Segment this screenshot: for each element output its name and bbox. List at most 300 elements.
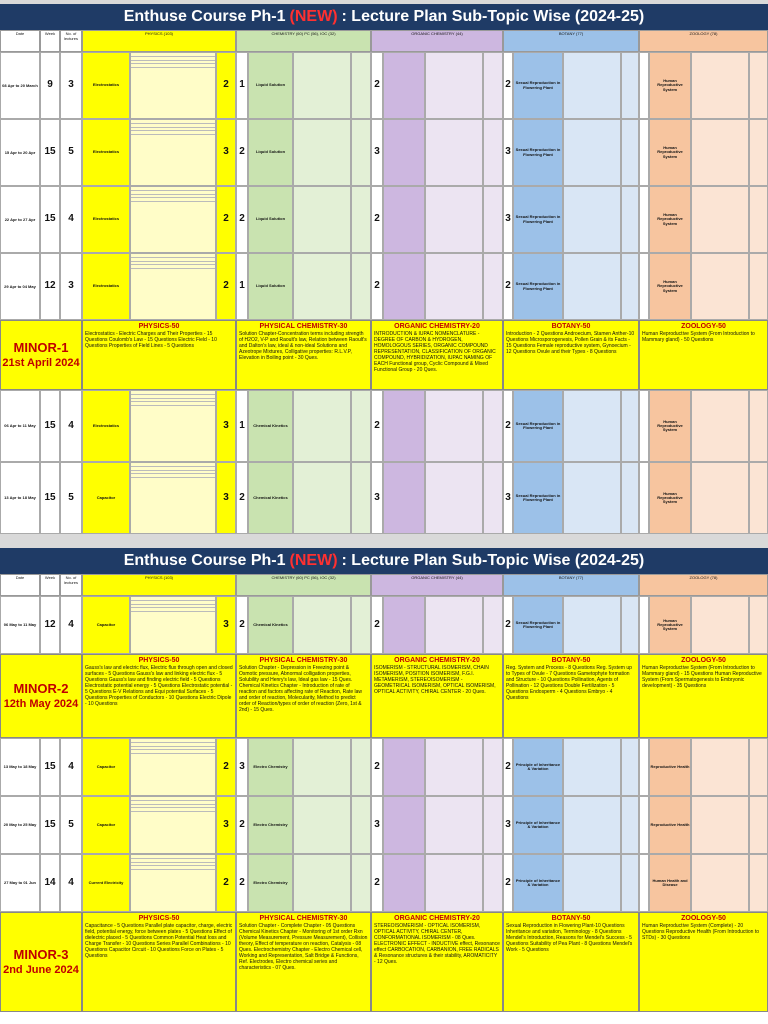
physics-lecture-count [216, 119, 236, 186]
zoology-topic [649, 462, 691, 534]
row-date [0, 796, 40, 854]
row-date [0, 119, 40, 186]
physics-lecture-count-text: 3 [223, 818, 229, 830]
row-week [40, 253, 60, 320]
organic-subtopics [425, 52, 483, 119]
header-date-label: Date [15, 575, 25, 580]
header-org-label: ORGANIC CHEMISTRY (44) [411, 575, 463, 580]
physics-lecture-count-text: 3 [223, 419, 229, 431]
physics-topic [82, 390, 130, 462]
header-physics [82, 574, 236, 596]
botany-topic [513, 596, 563, 654]
chem-lecture-count [236, 390, 248, 462]
subtopic-line [131, 67, 215, 68]
zoology-topic [649, 596, 691, 654]
botany-lecture-count-text: 3 [505, 491, 511, 503]
header-lectures [60, 574, 82, 596]
botany-topic [513, 52, 563, 119]
physics-subtopics [130, 186, 216, 253]
subtopic-line [131, 470, 215, 471]
subtopic-line [131, 194, 215, 195]
organic-topic [383, 738, 425, 796]
row-date [0, 253, 40, 320]
organic-topic [383, 390, 425, 462]
botany-subtopics [563, 52, 621, 119]
zoology-lecture-count [639, 596, 649, 654]
subtopic-line [131, 261, 215, 262]
zoology-lecture-count [639, 390, 649, 462]
row-lectures [60, 596, 82, 654]
chemistry-lecture-cell [351, 186, 371, 253]
header-date [0, 574, 40, 596]
minor-syllabus-bot [503, 320, 639, 390]
row-week [40, 596, 60, 654]
row-week-text: 15 [44, 419, 56, 431]
organic-lecture-cell [483, 462, 503, 534]
botany-subtopics [563, 119, 621, 186]
row-week-text: 9 [47, 79, 53, 91]
organic-lecture-cell [483, 186, 503, 253]
chemistry-subtopics [293, 119, 351, 186]
minor-syllabus-phy [82, 654, 236, 738]
zoology-subtopics [691, 253, 749, 320]
chem-lecture-count [236, 462, 248, 534]
subtopic-line [131, 130, 215, 131]
organic-lecture-cell [483, 390, 503, 462]
zoology-lecture-count [639, 52, 649, 119]
row-lectures-text: 3 [68, 79, 74, 91]
row-week [40, 390, 60, 462]
minor-syllabus-zoo [639, 654, 768, 738]
botany-lecture-cell [621, 253, 639, 320]
chem-lecture-count-text: 2 [239, 146, 245, 158]
zoology-lecture-cell [749, 52, 768, 119]
botany-topic-text: Principle of Inheritance & Variation [515, 877, 561, 887]
organic-subtopics [425, 854, 483, 912]
subtopic-line [131, 394, 215, 395]
row-date [0, 390, 40, 462]
minor-syllabus-zoo [639, 320, 768, 390]
header-week [40, 30, 60, 52]
subtopic-line [131, 611, 215, 612]
chemistry-lecture-cell [351, 390, 371, 462]
subtopic-line [131, 749, 215, 750]
chemistry-subtopics [293, 596, 351, 654]
organic-lecture-count-text: 3 [374, 818, 380, 830]
row-week-text: 12 [44, 618, 56, 630]
subtopic-line [131, 264, 215, 265]
header-physics [82, 30, 236, 52]
botany-subtopics [563, 186, 621, 253]
botany-lecture-cell [621, 738, 639, 796]
physics-lecture-count-text: 2 [223, 760, 229, 772]
chem-lecture-count [236, 253, 248, 320]
minor-subject-heading: PHYSICS-50 [138, 657, 180, 664]
header-zoology-label: ZOOLOGY (78) [689, 575, 718, 580]
minor-subject-heading: ZOOLOGY-50 [681, 915, 726, 922]
subtopic-line [131, 753, 215, 754]
chemistry-subtopics [293, 390, 351, 462]
botany-lecture-cell [621, 390, 639, 462]
physics-subtopics [130, 253, 216, 320]
row-date-text: 06 Apr to 11 May [4, 423, 36, 428]
subtopic-line [131, 201, 215, 202]
physics-subtopics [130, 738, 216, 796]
organic-lecture-count-text: 2 [374, 79, 380, 91]
physics-topic-text: Electrostatics [92, 149, 120, 155]
chem-lecture-count-text: 2 [239, 818, 245, 830]
botany-topic-text: Sexual Reproduction in Flowering Plant [515, 420, 561, 430]
botany-topic-text: Sexual Reproduction in Flowering Plant [515, 214, 561, 224]
chemistry-topic-text: Chemical Kinetics [253, 494, 288, 500]
botany-subtopics [563, 738, 621, 796]
botany-lecture-count [503, 462, 513, 534]
chemistry-topic [248, 390, 293, 462]
physics-lecture-count [216, 186, 236, 253]
physics-subtopics [130, 796, 216, 854]
subtopic-line [131, 804, 215, 805]
chemistry-topic [248, 796, 293, 854]
botany-lecture-count-text: 3 [505, 213, 511, 225]
chemistry-topic [248, 596, 293, 654]
header-physics-label: PHYSICS (103) [144, 575, 173, 580]
subtopic-line [131, 123, 215, 124]
subtopic-line [131, 197, 215, 198]
zoology-subtopics [691, 854, 749, 912]
zoology-topic-text: Human Reproductive System [657, 490, 683, 505]
row-date [0, 462, 40, 534]
organic-lecture-count-text: 2 [374, 419, 380, 431]
organic-topic [383, 119, 425, 186]
row-lectures [60, 253, 82, 320]
zoology-subtopics [691, 390, 749, 462]
physics-topic-text: Electrostatics [92, 82, 120, 88]
zoology-subtopics [691, 119, 749, 186]
row-date-text: 29 Apr to 04 May [4, 283, 36, 289]
minor-syllabus-bot [503, 912, 639, 1012]
zoology-lecture-cell [749, 596, 768, 654]
minor-date: 2nd June 2024 [3, 964, 79, 976]
chemistry-lecture-cell [351, 253, 371, 320]
zoology-lecture-count [639, 738, 649, 796]
physics-lecture-count-text: 3 [223, 491, 229, 503]
zoology-subtopics [691, 596, 749, 654]
organic-topic [383, 854, 425, 912]
chem-lecture-count [236, 52, 248, 119]
botany-lecture-count [503, 854, 513, 912]
subtopic-line [131, 56, 215, 57]
row-date-text: 15 Apr to 20 Apr [4, 149, 36, 155]
organic-lecture-count [371, 186, 383, 253]
subtopic-line [131, 398, 215, 399]
botany-lecture-count [503, 119, 513, 186]
chemistry-subtopics [293, 52, 351, 119]
row-lectures-text: 4 [68, 419, 74, 431]
organic-lecture-cell [483, 119, 503, 186]
physics-lecture-count-text: 3 [223, 618, 229, 630]
botany-lecture-count-text: 2 [505, 618, 511, 630]
minor-name: MINOR-3 [13, 947, 69, 962]
organic-lecture-count [371, 738, 383, 796]
organic-lecture-cell [483, 52, 503, 119]
organic-lecture-cell [483, 796, 503, 854]
physics-topic-text: Electrostatics [92, 283, 120, 289]
physics-topic-text: Electrostatics [92, 216, 120, 222]
subtopic-line [131, 865, 215, 866]
minor-subject-heading: ZOOLOGY-50 [681, 323, 726, 330]
subtopic-line [131, 807, 215, 808]
header-lectures [60, 30, 82, 52]
minor-subject-heading: PHYSICAL CHEMISTRY-30 [259, 657, 348, 664]
organic-subtopics [425, 119, 483, 186]
header-zoology-label: ZOOLOGY (78) [689, 31, 718, 36]
subtopic-line [131, 268, 215, 269]
header-week-label: Week [44, 31, 56, 36]
header-week [40, 574, 60, 596]
minor-subject-syllabus: Solution Chapter-Concentration terms including strength of H2O2, V-P and Raoult's law, Relation between Raoult's and Dalton's law, ideal & non-ideal Solutions and Azeotrope Mixtures, Colligative properties: R.L.V.P, Elevation in Boiling point - 30 Ques. [239, 331, 367, 361]
row-lectures [60, 186, 82, 253]
chemistry-lecture-cell [351, 796, 371, 854]
subtopic-line [131, 134, 215, 135]
minor-subject-syllabus: Gauss's law and electric flux, Electric flux through open and closed surfaces - 5 Questions Gauss's law and linking electric flux - 5 Questions Gauss's law and finding electric field - 5 Questions Electrostatic potential energy - 5 Questions Electrostatic potential - 5 Questions E-V Relations and Equi potential Surfaces - 5 Questions Properties of Conductors - 10 Questions Electric Dipole - 10 Questions [85, 665, 233, 707]
row-week [40, 462, 60, 534]
minor-subject-syllabus: Reg. System and Process - 8 Questions Reg. System up to Types of Ovule - 7 Questions Gametophyte formation and Structure - 10 Questions Pollination, Agents of Pollination - 12 Questions Double Fertilization - 5 Questions Endosperm - 4 Questions Embryo - 4 Questions [506, 665, 632, 701]
physics-lecture-count [216, 738, 236, 796]
organic-lecture-count [371, 119, 383, 186]
subtopic-line [131, 127, 215, 128]
chemistry-topic [248, 119, 293, 186]
physics-topic-text: Current Electricity [88, 879, 124, 885]
physics-topic-text: Capacitor [96, 494, 116, 500]
minor-test-label [0, 912, 82, 1012]
botany-topic [513, 854, 563, 912]
header-org [371, 30, 503, 52]
botany-topic [513, 738, 563, 796]
zoology-topic [649, 390, 691, 462]
header-physics-label: PHYSICS (103) [144, 31, 173, 36]
physics-subtopics [130, 596, 216, 654]
zoology-lecture-count [639, 253, 649, 320]
botany-lecture-cell [621, 854, 639, 912]
minor-test-label [0, 654, 82, 738]
chem-lecture-count-text: 2 [239, 876, 245, 888]
chemistry-topic-text: Electro Chemistry [253, 763, 288, 769]
physics-topic-text: Electrostatics [92, 422, 120, 428]
header-zoology [639, 574, 768, 596]
zoology-topic-text: Human Reproductive System [657, 145, 683, 159]
minor-test-label [0, 320, 82, 390]
row-week [40, 796, 60, 854]
subtopic-line [131, 477, 215, 478]
physics-lecture-count [216, 52, 236, 119]
row-date-text: 22 Apr to 27 Apr [4, 216, 36, 222]
row-lectures-text: 5 [68, 818, 74, 830]
botany-subtopics [563, 390, 621, 462]
minor-subject-syllabus: INTRODUCTION & IUPAC NOMENCLATURE - DEGREE OF CARBON & HYDROGEN, HOMOLOGOUS SERIES, ORGANIC COMPOUND REPRESENTATION, CLASSIFICATION OF ORGANIC COMPOUND, HYBRIDIZATION, IUPAC NAMING OF EACH Functional group, Cyclic Compound & Mixed Functional Group - 20 Ques. [374, 331, 496, 373]
header-lectures-label: No. of lectures [63, 31, 78, 41]
organic-lecture-cell [483, 596, 503, 654]
organic-lecture-count [371, 796, 383, 854]
chem-lecture-count-text: 2 [239, 213, 245, 225]
botany-subtopics [563, 462, 621, 534]
organic-lecture-cell [483, 854, 503, 912]
minor-subject-heading: ORGANIC CHEMISTRY-20 [394, 915, 480, 922]
row-week-text: 15 [44, 760, 56, 772]
physics-topic [82, 186, 130, 253]
botany-lecture-cell [621, 462, 639, 534]
chemistry-topic [248, 186, 293, 253]
row-week-text: 15 [44, 213, 56, 225]
organic-subtopics [425, 390, 483, 462]
minor-subject-heading: PHYSICS-50 [138, 915, 180, 922]
zoology-subtopics [691, 796, 749, 854]
chem-lecture-count [236, 186, 248, 253]
sheet-1-table [0, 30, 768, 534]
minor-subject-heading: PHYSICS-50 [138, 323, 180, 330]
zoology-topic [649, 854, 691, 912]
subtopic-line [131, 60, 215, 61]
chemistry-lecture-cell [351, 52, 371, 119]
chem-lecture-count [236, 596, 248, 654]
organic-subtopics [425, 796, 483, 854]
row-lectures [60, 52, 82, 119]
header-zoology [639, 30, 768, 52]
physics-topic [82, 462, 130, 534]
subtopic-line [131, 800, 215, 801]
zoology-lecture-cell [749, 796, 768, 854]
chem-lecture-count-text: 2 [239, 491, 245, 503]
minor-subject-syllabus: Introduction - 2 Questions Androecium, Stamen Anther-10 Questions Microsporogenesis, Pollen Grain & its Facts - 15 Questions Female reproductive system, Gynoecium - 12 Questions Ovule and their Types - 8 Questions [506, 331, 635, 355]
physics-topic [82, 796, 130, 854]
physics-lecture-count [216, 796, 236, 854]
zoology-topic-text: Human Reproductive System [657, 617, 683, 632]
organic-topic [383, 462, 425, 534]
organic-subtopics [425, 596, 483, 654]
row-date [0, 186, 40, 253]
minor-subject-syllabus: Capacitance - 5 Questions Parallel plate capacitor, charge, electric field, potential energy, force between plates - 5 Questions Effect of dielectric placed - 5 Questions Common Potential Heat loss and Charge Transfer - 10 Questions Series Parallel Combinations - 10 Questions Capacitor Circuit - 10 Questions Force on Plates - 5 Questions [85, 923, 233, 959]
chemistry-topic-text: Chemical Kinetics [253, 621, 288, 627]
chemistry-topic-text: Chemical Kinetics [253, 422, 288, 428]
header-lectures-label: No. of lectures [63, 575, 78, 585]
zoology-lecture-cell [749, 186, 768, 253]
organic-lecture-count-text: 3 [374, 491, 380, 503]
minor-subject-heading: BOTANY-50 [551, 323, 591, 330]
minor-subject-syllabus: ISOMERISM - STRUCTURAL ISOMERISM, CHAIN ISOMERISM, POSITION ISOMERISM, F.G.I. METAMERISM, STEREOISOMERISM - GEOMETRICAL ISOMERISM, OPTICAL ISOMERISM, OPTICAL ACTIVITY, CHIRAL CENTER - 20 Ques. [374, 665, 496, 695]
chem-lecture-count-text: 1 [239, 419, 245, 431]
zoology-topic [649, 738, 691, 796]
minor-syllabus-zoo [639, 912, 768, 1012]
chemistry-topic-text: Electro Chemistry [253, 821, 288, 827]
organic-lecture-count [371, 462, 383, 534]
zoology-topic-text: Human Reproductive System [657, 418, 683, 433]
row-week-text: 15 [44, 491, 56, 503]
botany-topic-text: Sexual Reproduction in Flowering Plant [515, 147, 561, 157]
minor-subject-syllabus: Human Reproductive System (From Introduction to Mammary gland) - 50 Questions [642, 331, 755, 343]
header-botany-label: BOTANY (77) [558, 575, 584, 580]
row-date-text: 06 May to 11 May [3, 622, 37, 627]
subtopic-line [131, 742, 215, 743]
physics-topic [82, 253, 130, 320]
minor-name: MINOR-2 [13, 681, 69, 696]
minor-syllabus-chem [236, 912, 371, 1012]
subtopic-line [131, 862, 215, 863]
physics-topic [82, 52, 130, 119]
organic-lecture-count-text: 2 [374, 213, 380, 225]
botany-lecture-count-text: 2 [505, 760, 511, 772]
zoology-subtopics [691, 738, 749, 796]
subtopic-line [131, 401, 215, 402]
header-botany-label: BOTANY (77) [558, 31, 584, 36]
row-lectures-text: 4 [68, 618, 74, 630]
minor-syllabus-org [371, 912, 503, 1012]
zoology-topic [649, 52, 691, 119]
organic-lecture-count-text: 2 [374, 280, 380, 292]
physics-subtopics [130, 462, 216, 534]
organic-subtopics [425, 253, 483, 320]
organic-lecture-count [371, 52, 383, 119]
physics-subtopics [130, 390, 216, 462]
zoology-topic-text: Human Health and Disease [652, 877, 688, 887]
botany-lecture-count-text: 2 [505, 79, 511, 91]
organic-lecture-count-text: 2 [374, 760, 380, 772]
botany-lecture-cell [621, 596, 639, 654]
row-lectures [60, 390, 82, 462]
chemistry-lecture-cell [351, 596, 371, 654]
minor-subject-heading: ORGANIC CHEMISTRY-20 [394, 323, 480, 330]
organic-lecture-count-text: 2 [374, 876, 380, 888]
chem-lecture-count-text: 2 [239, 618, 245, 630]
minor-syllabus-org [371, 654, 503, 738]
botany-lecture-count [503, 186, 513, 253]
botany-topic [513, 462, 563, 534]
chemistry-topic-text: Liquid Solution [255, 149, 286, 155]
subtopic-line [131, 257, 215, 258]
minor-subject-syllabus: Human Reproductive System (From Introduction to Mammary gland) - 15 Questions Human Reproductive System (From Spermatogenesis to Embryonic development) - 35 Questions [642, 665, 762, 689]
row-lectures-text: 4 [68, 213, 74, 225]
botany-subtopics [563, 796, 621, 854]
physics-topic-text: Capacitor [96, 621, 116, 627]
botany-topic-text: Sexual Reproduction in Flowering Plant [515, 619, 561, 629]
row-date-text: 08 Apr to 20 March [2, 82, 38, 88]
row-week-text: 15 [44, 818, 56, 830]
sheet-1-title: Enthuse Course Ph-1 (NEW) : Lecture Plan Sub-Topic Wise (2024-25) [0, 4, 768, 30]
subtopic-line [131, 858, 215, 859]
botany-lecture-cell [621, 52, 639, 119]
minor-date: 12th May 2024 [3, 698, 79, 710]
botany-lecture-count-text: 2 [505, 876, 511, 888]
organic-topic [383, 596, 425, 654]
organic-subtopics [425, 186, 483, 253]
minor-syllabus-chem [236, 320, 371, 390]
botany-lecture-count-text: 2 [505, 419, 511, 431]
botany-lecture-cell [621, 186, 639, 253]
organic-subtopics [425, 738, 483, 796]
botany-topic [513, 796, 563, 854]
zoology-lecture-count [639, 186, 649, 253]
physics-topic [82, 738, 130, 796]
botany-lecture-count-text: 3 [505, 146, 511, 158]
chemistry-topic-text: Liquid Solution [255, 216, 286, 222]
zoology-lecture-cell [749, 854, 768, 912]
subtopic-line [131, 746, 215, 747]
minor-syllabus-phy [82, 320, 236, 390]
minor-subject-heading: BOTANY-50 [551, 657, 591, 664]
botany-topic [513, 186, 563, 253]
chemistry-lecture-cell [351, 462, 371, 534]
botany-topic-text: Principle of Inheritance & Variation [515, 761, 561, 771]
zoology-lecture-count [639, 119, 649, 186]
physics-topic-text: Capacitor [96, 821, 116, 827]
